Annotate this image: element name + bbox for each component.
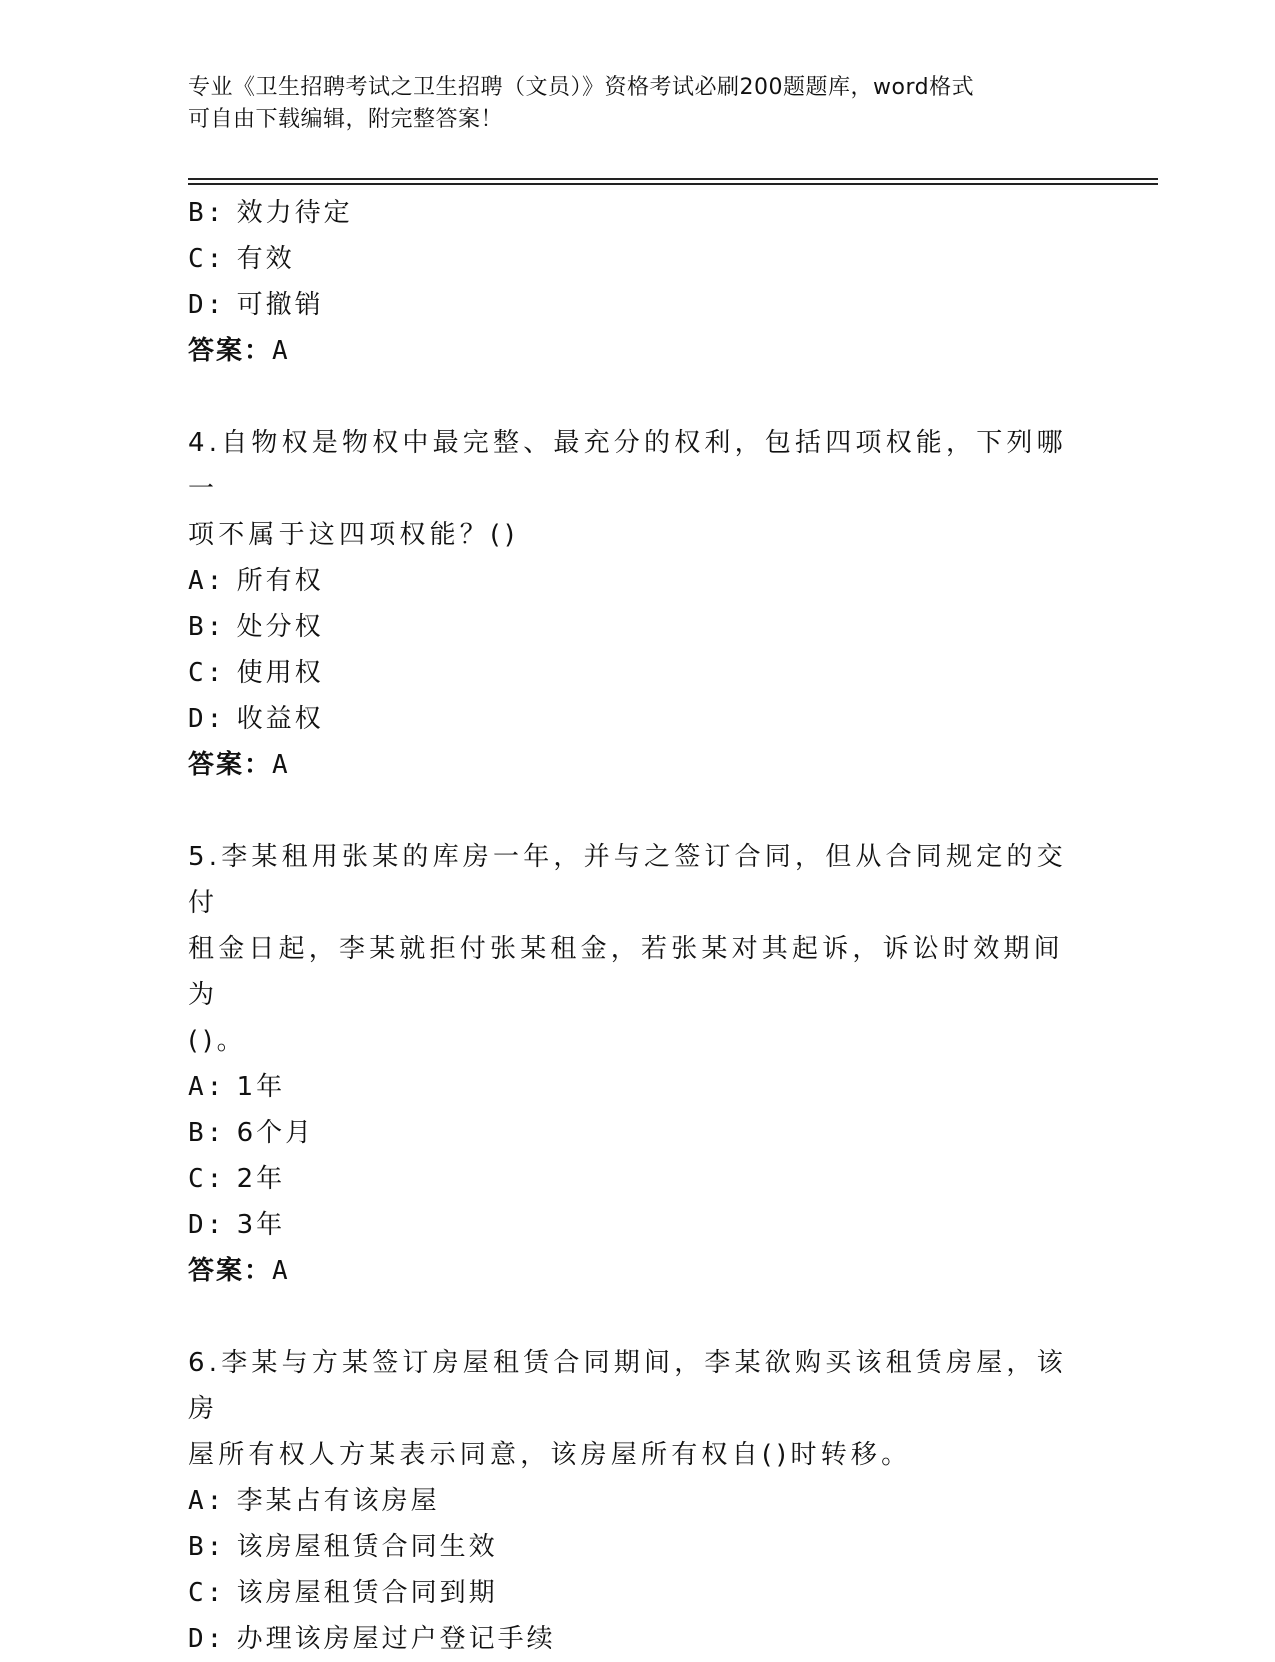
option-b: B: 该房屋租赁合同生效 bbox=[188, 1532, 498, 1562]
option-d: D: 收益权 bbox=[188, 704, 324, 734]
option-a: A: 所有权 bbox=[188, 566, 324, 596]
question-stem-line: 项不属于这四项权能？() bbox=[188, 520, 519, 550]
question-list bbox=[188, 190, 1068, 1662]
question-stem-line: 4.自物权是物权中最完整、最充分的权利，包括四项权能，下列哪一 bbox=[188, 428, 1067, 504]
option-c: C: 2年 bbox=[188, 1164, 286, 1194]
answer: 答案：A bbox=[188, 1256, 290, 1286]
header-divider-bottom bbox=[188, 183, 1158, 185]
question-stem-line: 6.李某与方某签订房屋租赁合同期间，李某欲购买该租赁房屋，该房 bbox=[188, 1348, 1067, 1424]
option-b: B: 处分权 bbox=[188, 612, 324, 642]
option-a: A: 李某占有该房屋 bbox=[188, 1486, 440, 1516]
spacer bbox=[188, 788, 1068, 834]
document-header bbox=[188, 72, 1068, 136]
question-stem-line: 5.李某租用张某的库房一年，并与之签订合同，但从合同规定的交付 bbox=[188, 842, 1067, 918]
option-b: B: 效力待定 bbox=[188, 198, 353, 228]
option-c: C: 该房屋租赁合同到期 bbox=[188, 1578, 498, 1608]
question-6 bbox=[188, 1340, 1068, 1662]
answer: 答案：A bbox=[188, 336, 290, 366]
header-line-2: 可自由下载编辑，附完整答案！ bbox=[188, 107, 504, 132]
option-d: D: 可撤销 bbox=[188, 290, 324, 320]
option-d: D: 办理该房屋过户登记手续 bbox=[188, 1624, 556, 1654]
question-stem-line: 屋所有权人方某表示同意，该房屋所有权自()时转移。 bbox=[188, 1440, 912, 1470]
spacer bbox=[188, 374, 1068, 420]
header-line-1: 专业《卫生招聘考试之卫生招聘（文员）》资格考试必刷200题题库，word格式 bbox=[188, 75, 975, 100]
option-c: C: 有效 bbox=[188, 244, 295, 274]
header-divider-top bbox=[188, 178, 1158, 180]
question-3-continued bbox=[188, 190, 1068, 374]
question-5 bbox=[188, 834, 1068, 1294]
question-stem-line: ()。 bbox=[188, 1026, 247, 1056]
question-4 bbox=[188, 420, 1068, 788]
question-stem-line: 租金日起，李某就拒付张某租金，若张某对其起诉，诉讼时效期间为 bbox=[188, 934, 1064, 1010]
option-d: D: 3年 bbox=[188, 1210, 286, 1240]
option-a: A: 1年 bbox=[188, 1072, 286, 1102]
spacer bbox=[188, 1294, 1068, 1340]
answer: 答案：A bbox=[188, 750, 290, 780]
option-c: C: 使用权 bbox=[188, 658, 324, 688]
option-b: B: 6个月 bbox=[188, 1118, 315, 1148]
